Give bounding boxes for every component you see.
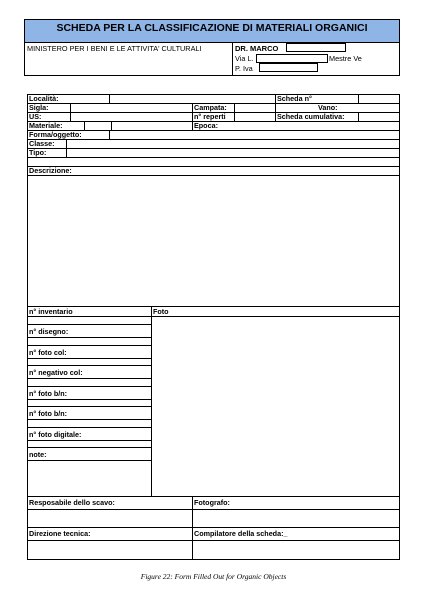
n-negativo-col-label: n° negativo col: (29, 368, 83, 377)
col-line (66, 148, 67, 157)
row-line (27, 139, 400, 140)
scheda-cumulativa-label: Scheda cumulativa: (277, 112, 345, 121)
row-line (27, 460, 151, 461)
fotografo-label: Fotografo: (194, 498, 230, 507)
n-inventario-label: n° inventario (29, 307, 73, 316)
col-line (358, 94, 359, 103)
row-line (27, 378, 151, 379)
campata-label: Campata: (194, 103, 227, 112)
n-foto-col-label: n° foto col: (29, 348, 67, 357)
ministry-name: MINISTERO PER I BENI E LE ATTIVITA' CULTURALI (27, 44, 202, 53)
row-line (27, 496, 400, 497)
contact-street: Via L. (235, 54, 254, 63)
contact-name: DR. MARCO (235, 44, 279, 53)
col-line (192, 496, 193, 560)
col-line (66, 139, 67, 148)
foto-label: Foto (153, 307, 169, 316)
col-line (109, 94, 110, 103)
col-line (358, 112, 359, 121)
n-foto-digitale-label: n° foto digitale: (29, 430, 82, 439)
row-line (27, 324, 151, 325)
row-line (27, 306, 400, 307)
row-line (27, 419, 151, 420)
row-line (27, 130, 400, 131)
sigla-label: Sigla: (29, 103, 49, 112)
contact-city: Mestre Ve (329, 54, 362, 63)
materiale-label: Materiale: (29, 121, 63, 130)
row-line (27, 440, 151, 441)
row-line (27, 337, 151, 338)
scheda-number-label: Scheda n° (277, 94, 312, 103)
n-foto-bn-label-2: n° foto b/n: (29, 409, 67, 418)
col-line (192, 103, 193, 130)
row-line (27, 166, 400, 167)
classe-label: Classe: (29, 139, 55, 148)
compilatore-label: Compilatore della scheda:_ (194, 529, 288, 538)
col-line (109, 130, 110, 139)
row-line (27, 447, 151, 448)
row-line (27, 399, 151, 400)
n-disegno-label: n° disegno: (29, 327, 69, 336)
col-line (275, 103, 276, 121)
row-line (27, 365, 151, 366)
row-line (27, 148, 400, 149)
col-line (111, 121, 112, 130)
row-line (27, 527, 400, 528)
redaction-box-vat (259, 63, 318, 72)
forma-oggetto-label: Forma/oggetto: (29, 130, 82, 139)
localita-label: Località: (29, 94, 59, 103)
row-line (27, 540, 400, 541)
figure-caption: Figure 22: Form Filled Out for Organic Objects (140, 572, 287, 581)
redaction-box-name (286, 43, 346, 52)
row-line (27, 175, 400, 176)
form-body (27, 94, 400, 560)
row-line (27, 406, 151, 407)
row-line (27, 386, 151, 387)
n-foto-bn-label: n° foto b/n: (29, 389, 67, 398)
row-line (27, 427, 151, 428)
redaction-box-street (256, 54, 328, 63)
direzione-tecnica-label: Direzione tecnica: (29, 529, 91, 538)
responsabile-scavo-label: Resposabile dello scavo: (29, 498, 115, 507)
note-label: note: (29, 450, 47, 459)
row-line (27, 509, 400, 510)
col-line (70, 103, 71, 121)
col-line (275, 94, 276, 103)
row-line (27, 316, 400, 317)
vano-label: Vano: (318, 103, 338, 112)
us-label: US: (29, 112, 42, 121)
tipo-label: Tipo: (29, 148, 47, 157)
epoca-label: Epoca: (194, 121, 218, 130)
form-title: SCHEDA PER LA CLASSIFICAZIONE DI MATERIALI ORGANICI (56, 22, 368, 34)
row-line (27, 157, 400, 158)
descrizione-label: Descrizione: (29, 166, 72, 175)
col-line (234, 103, 235, 121)
header-divider (232, 43, 233, 76)
n-reperti-label: n° reperti (194, 112, 226, 121)
row-line (27, 358, 151, 359)
col-line (151, 306, 152, 496)
row-line (27, 345, 151, 346)
contact-vat: P. Iva (235, 64, 253, 73)
col-line (84, 121, 85, 130)
